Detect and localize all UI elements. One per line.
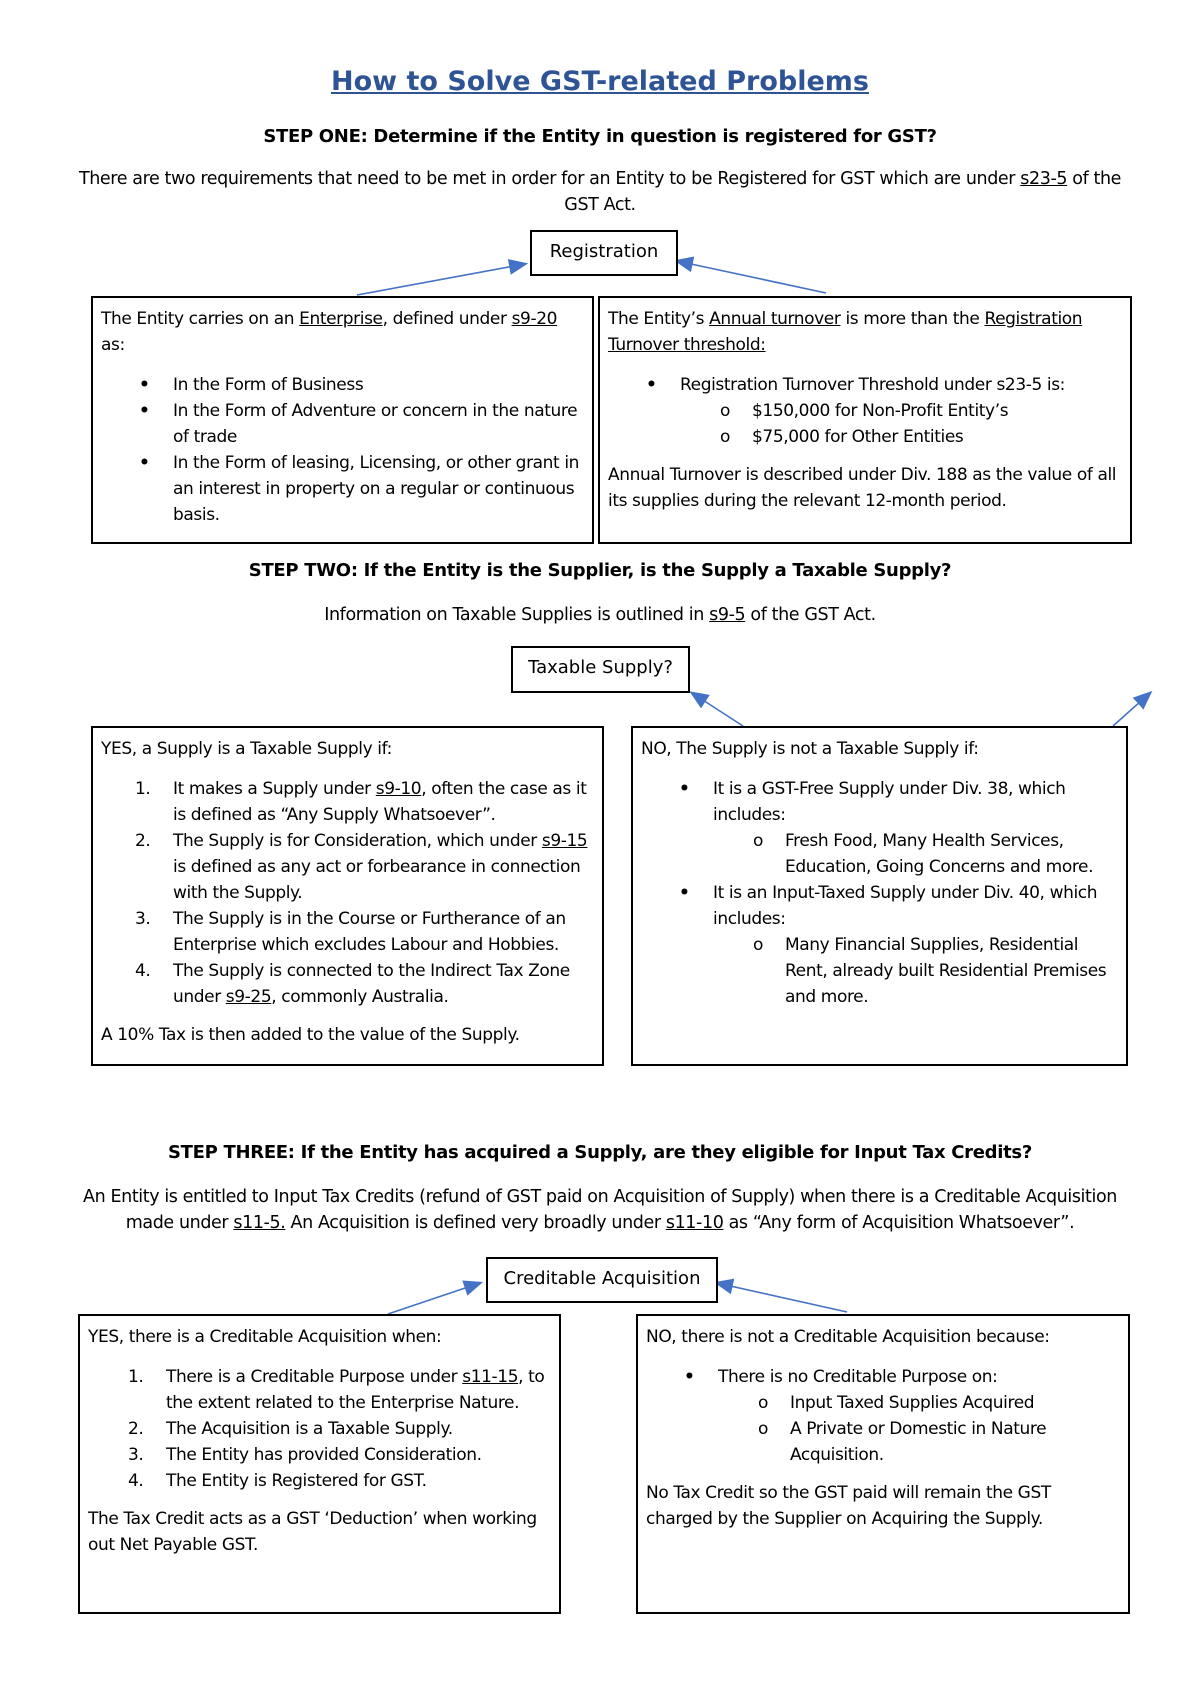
arrow-enterprise-to-registration bbox=[357, 264, 525, 295]
list-item: 3. The Supply is in the Course or Furtherance of an Enterprise which excludes Labour and Hobbies. bbox=[135, 909, 566, 955]
creditable-yes-box bbox=[78, 1314, 561, 1614]
box-heading: NO, there is not a Creditable Acquisition because: bbox=[646, 1327, 1050, 1347]
list-item: 1. There is a Creditable Purpose under s11-15, to the extent related to the Enterprise Nature. bbox=[128, 1367, 545, 1413]
sub-list-item: o Fresh Food, Many Health Services, Education, Going Concerns and more. bbox=[753, 831, 1094, 877]
creditable-acquisition-label: Creditable Acquisition bbox=[486, 1257, 718, 1303]
taxable-no-box bbox=[631, 726, 1128, 1066]
box-heading: YES, there is a Creditable Acquisition when: bbox=[88, 1327, 442, 1347]
list-item: • It is an Input-Taxed Supply under Div. 40, which includes: bbox=[679, 883, 1098, 929]
turnover-box: The Entity’s Annual turnover is more than the Registration Turnover threshold: • Registration Turnover Threshold under s23-5 is: o $150,000 for Non-Profit Entity’s o $75,000 for Other Entities Annual Turnover is described under Div. 188 as the value of all its supplies during the relevant 12-month period. bbox=[598, 296, 1132, 544]
sub-list-item: o A Private or Domestic in Nature Acquisition. bbox=[758, 1419, 1047, 1465]
arrow-turnover-to-registration bbox=[677, 261, 826, 293]
list-item: • Registration Turnover Threshold under s23-5 is: bbox=[646, 375, 1066, 395]
taxable-yes-box bbox=[91, 726, 604, 1066]
list-item: 2. The Supply is for Consideration, which under s9-15 is defined as any act or forbearance in connection with the Supply. bbox=[135, 831, 588, 903]
sub-list-item: o $75,000 for Other Entities bbox=[720, 427, 964, 447]
sub-list-item: o Input Taxed Supplies Acquired bbox=[758, 1393, 1035, 1413]
sub-list-item: o $150,000 for Non-Profit Entity’s bbox=[720, 401, 1009, 421]
list-item: • It is a GST-Free Supply under Div. 38, which includes: bbox=[679, 779, 1066, 825]
sub-list-item: o Many Financial Supplies, Residential Rent, already built Residential Premises and more. bbox=[753, 935, 1107, 1007]
list-item: 4. The Supply is connected to the Indirect Tax Zone under s9-25, commonly Australia. bbox=[135, 961, 570, 1007]
page-title: How to Solve GST-related Problems bbox=[331, 66, 869, 97]
list-item: 3. The Entity has provided Consideration. bbox=[128, 1445, 482, 1465]
list-item: • There is no Creditable Purpose on: bbox=[684, 1367, 998, 1387]
list-item: 2. The Acquisition is a Taxable Supply. bbox=[128, 1419, 453, 1439]
box-heading: NO, The Supply is not a Taxable Supply if: bbox=[641, 739, 979, 759]
arrow-stray bbox=[1113, 693, 1150, 726]
no-credit-note: No Tax Credit so the GST paid will remain the GST charged by the Supplier on Acquiring the Supply. bbox=[646, 1483, 1051, 1529]
step-two-intro: Information on Taxable Supplies is outlined in s9-5 of the GST Act. bbox=[324, 605, 876, 625]
tax-note: A 10% Tax is then added to the value of the Supply. bbox=[101, 1025, 520, 1045]
enterprise-box: The Entity carries on an Enterprise, defined under s9-20 as: • In the Form of Business • In the Form of Adventure or concern in the nature of trade • In the Form of leasing, Licensing, or other grant in an interest in property on a regular or continuous basis. bbox=[91, 296, 594, 544]
step-three-intro: An Entity is entitled to Input Tax Credits (refund of GST paid on Acquisition of Supply) when there is a Creditable Acquisition made under s11-5. An Acquisition is defined very broadly under s11-10 as “Any form of Acquisition Whatsoever”. bbox=[83, 1187, 1117, 1233]
step-one-heading: STEP ONE: Determine if the Entity in question is registered for GST? bbox=[263, 126, 937, 147]
step-three-heading: STEP THREE: If the Entity has acquired a Supply, are they eligible for Input Tax Credits? bbox=[168, 1142, 1032, 1163]
step-two-heading: STEP TWO: If the Entity is the Supplier, is the Supply a Taxable Supply? bbox=[248, 560, 952, 581]
arrow-no-to-taxable bbox=[692, 693, 743, 726]
list-item: 1. It makes a Supply under s9-10, often the case as it is defined as “Any Supply Whatsoever”. bbox=[135, 779, 587, 825]
arrow-no-to-creditable bbox=[717, 1283, 847, 1312]
list-item: 4. The Entity is Registered for GST. bbox=[128, 1471, 427, 1491]
list-item: • In the Form of Adventure or concern in the nature of trade bbox=[139, 401, 578, 447]
registration-label: Registration bbox=[530, 230, 678, 276]
arrow-yes-to-creditable bbox=[388, 1283, 480, 1314]
list-item: • In the Form of leasing, Licensing, or other grant in an interest in property on a regular or continuous basis. bbox=[139, 453, 580, 525]
turnover-note: Annual Turnover is described under Div. 188 as the value of all its supplies during the relevant 12-month period. bbox=[608, 465, 1117, 511]
box-heading: YES, a Supply is a Taxable Supply if: bbox=[101, 739, 392, 759]
step-one-intro: There are two requirements that need to be met in order for an Entity to be Registered for GST which are under s23-5 of the GST Act. bbox=[78, 169, 1122, 215]
taxable-supply-label: Taxable Supply? bbox=[511, 646, 690, 693]
ref-s23-5: s23-5 bbox=[1020, 169, 1068, 189]
creditable-no-box bbox=[636, 1314, 1130, 1614]
credit-note: The Tax Credit acts as a GST ‘Deduction’ when working out Net Payable GST. bbox=[88, 1509, 537, 1555]
list-item: • In the Form of Business bbox=[139, 375, 364, 395]
